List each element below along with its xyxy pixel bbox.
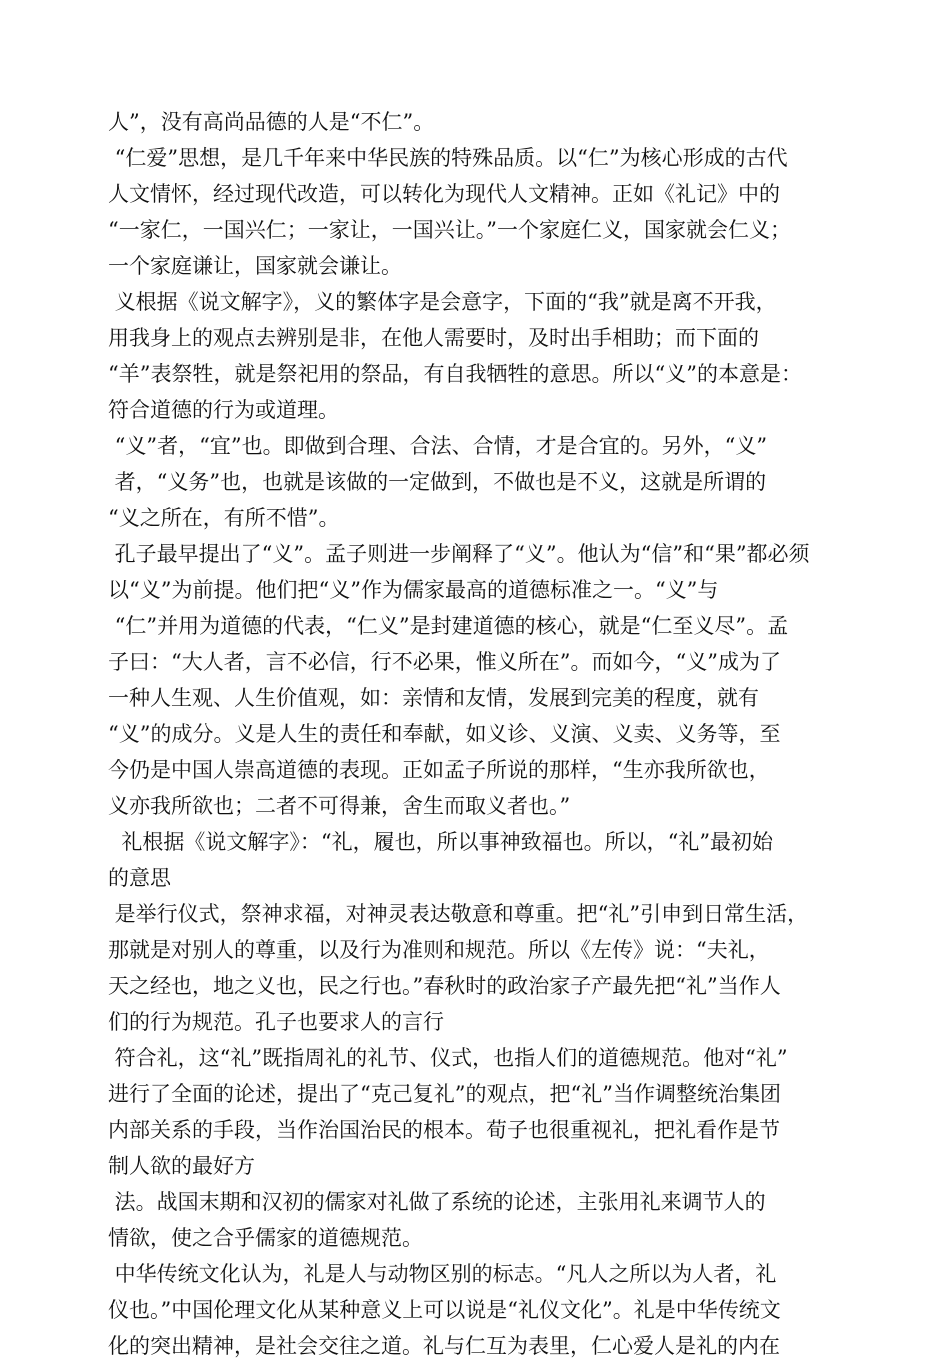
text-line: 内部关系的手段，当作治国治民的根本。荀子也很重视礼，把礼看作是节	[108, 1118, 780, 1142]
text-line: 天之经也，地之义也，民之行也。”春秋时的政治家子产最先把“礼”当作人	[108, 974, 781, 998]
text-line: 符合礼，这“礼”既指周礼的礼节、仪式，也指人们的道德规范。他对“礼”	[108, 1046, 788, 1070]
document-body	[108, 104, 908, 1364]
text-line: “羊”表祭牲，就是祭祀用的祭品，有自我牺牲的意思。所以“义”的本意是：	[108, 362, 802, 386]
text-line: “仁”并用为道德的代表，“仁义”是封建道德的核心，就是“仁至义尽”。孟	[108, 614, 789, 638]
text-line: 情欲，使之合乎儒家的道德规范。	[108, 1226, 423, 1250]
text-line: 孔子最早提出了“义”。孟子则进一步阐释了“义”。他认为“信”和“果”都必须	[108, 542, 810, 566]
text-line: 今仍是中国人崇高道德的表现。正如孟子所说的那样，“生亦我所欲也，	[108, 758, 770, 782]
text-line: 者，“义务”也，也就是该做的一定做到，不做也是不义，这就是所谓的	[108, 470, 767, 494]
text-line: 的意思	[108, 866, 171, 890]
text-line: 法。战国末期和汉初的儒家对礼做了系统的论述，主张用礼来调节人的	[108, 1190, 766, 1214]
text-line: 符合道德的行为或道理。	[108, 398, 339, 422]
text-line: “一家仁，一国兴仁；一家让，一国兴让。”一个家庭仁义，国家就会仁义；	[108, 218, 791, 242]
text-line: 礼根据《说文解字》：“礼，履也，所以事神致福也。所以，“礼”最初始	[108, 830, 774, 854]
text-line: 进行了全面的论述，提出了“克己复礼”的观点，把“礼”当作调整统治集团	[108, 1082, 781, 1106]
text-line: 仪也。”中国伦理文化从某种意义上可以说是“礼仪文化”。礼是中华传统文	[108, 1298, 781, 1322]
text-line: 义根据《说文解字》，义的繁体字是会意字，下面的“我”就是离不开我，	[108, 290, 777, 314]
text-line: 子曰：“大人者，言不必信，行不必果，惟义所在”。而如今，“义”成为了	[108, 650, 781, 674]
text-line: 以“义”为前提。他们把“义”作为儒家最高的道德标准之一。“义”与	[108, 578, 719, 602]
text-line: “义之所在，有所不惜”。	[108, 506, 340, 530]
text-line: “义”的成分。义是人生的责任和奉献，如义诊、义演、义卖、义务等，至	[108, 722, 781, 746]
text-line: 是举行仪式，祭神求福，对神灵表达敬意和尊重。把“礼”引申到日常生活，	[108, 902, 809, 926]
text-line: 化的突出精神，是社会交往之道。礼与仁互为表里，仁心爱人是礼的内在	[108, 1334, 780, 1358]
text-line: “仁爱”思想，是几千年来中华民族的特殊品质。以“仁”为核心形成的古代	[108, 146, 788, 170]
text-line: 人文情怀，经过现代改造，可以转化为现代人文精神。正如《礼记》中的	[108, 182, 780, 206]
text-line: 一个家庭谦让，国家就会谦让。	[108, 254, 402, 278]
text-line: 人”，没有高尚品德的人是“不仁”。	[108, 110, 435, 134]
text-line: “义”者，“宜”也。即做到合理、合法、合情，才是合宜的。另外，“义”	[108, 434, 768, 458]
text-line: 一种人生观、人生价值观，如：亲情和友情，发展到完美的程度，就有	[108, 686, 759, 710]
text-line: 用我身上的观点去辨别是非，在他人需要时，及时出手相助；而下面的	[108, 326, 759, 350]
text-line: 那就是对别人的尊重，以及行为准则和规范。所以《左传》说：“夫礼，	[108, 938, 770, 962]
text-line: 中华传统文化认为，礼是人与动物区别的标志。“凡人之所以为人者，礼	[108, 1262, 777, 1286]
text-line: 制人欲的最好方	[108, 1154, 255, 1178]
text-line: 义亦我所欲也；二者不可得兼，舍生而取义者也。”	[108, 794, 571, 818]
text-line: 们的行为规范。孔子也要求人的言行	[108, 1010, 444, 1034]
